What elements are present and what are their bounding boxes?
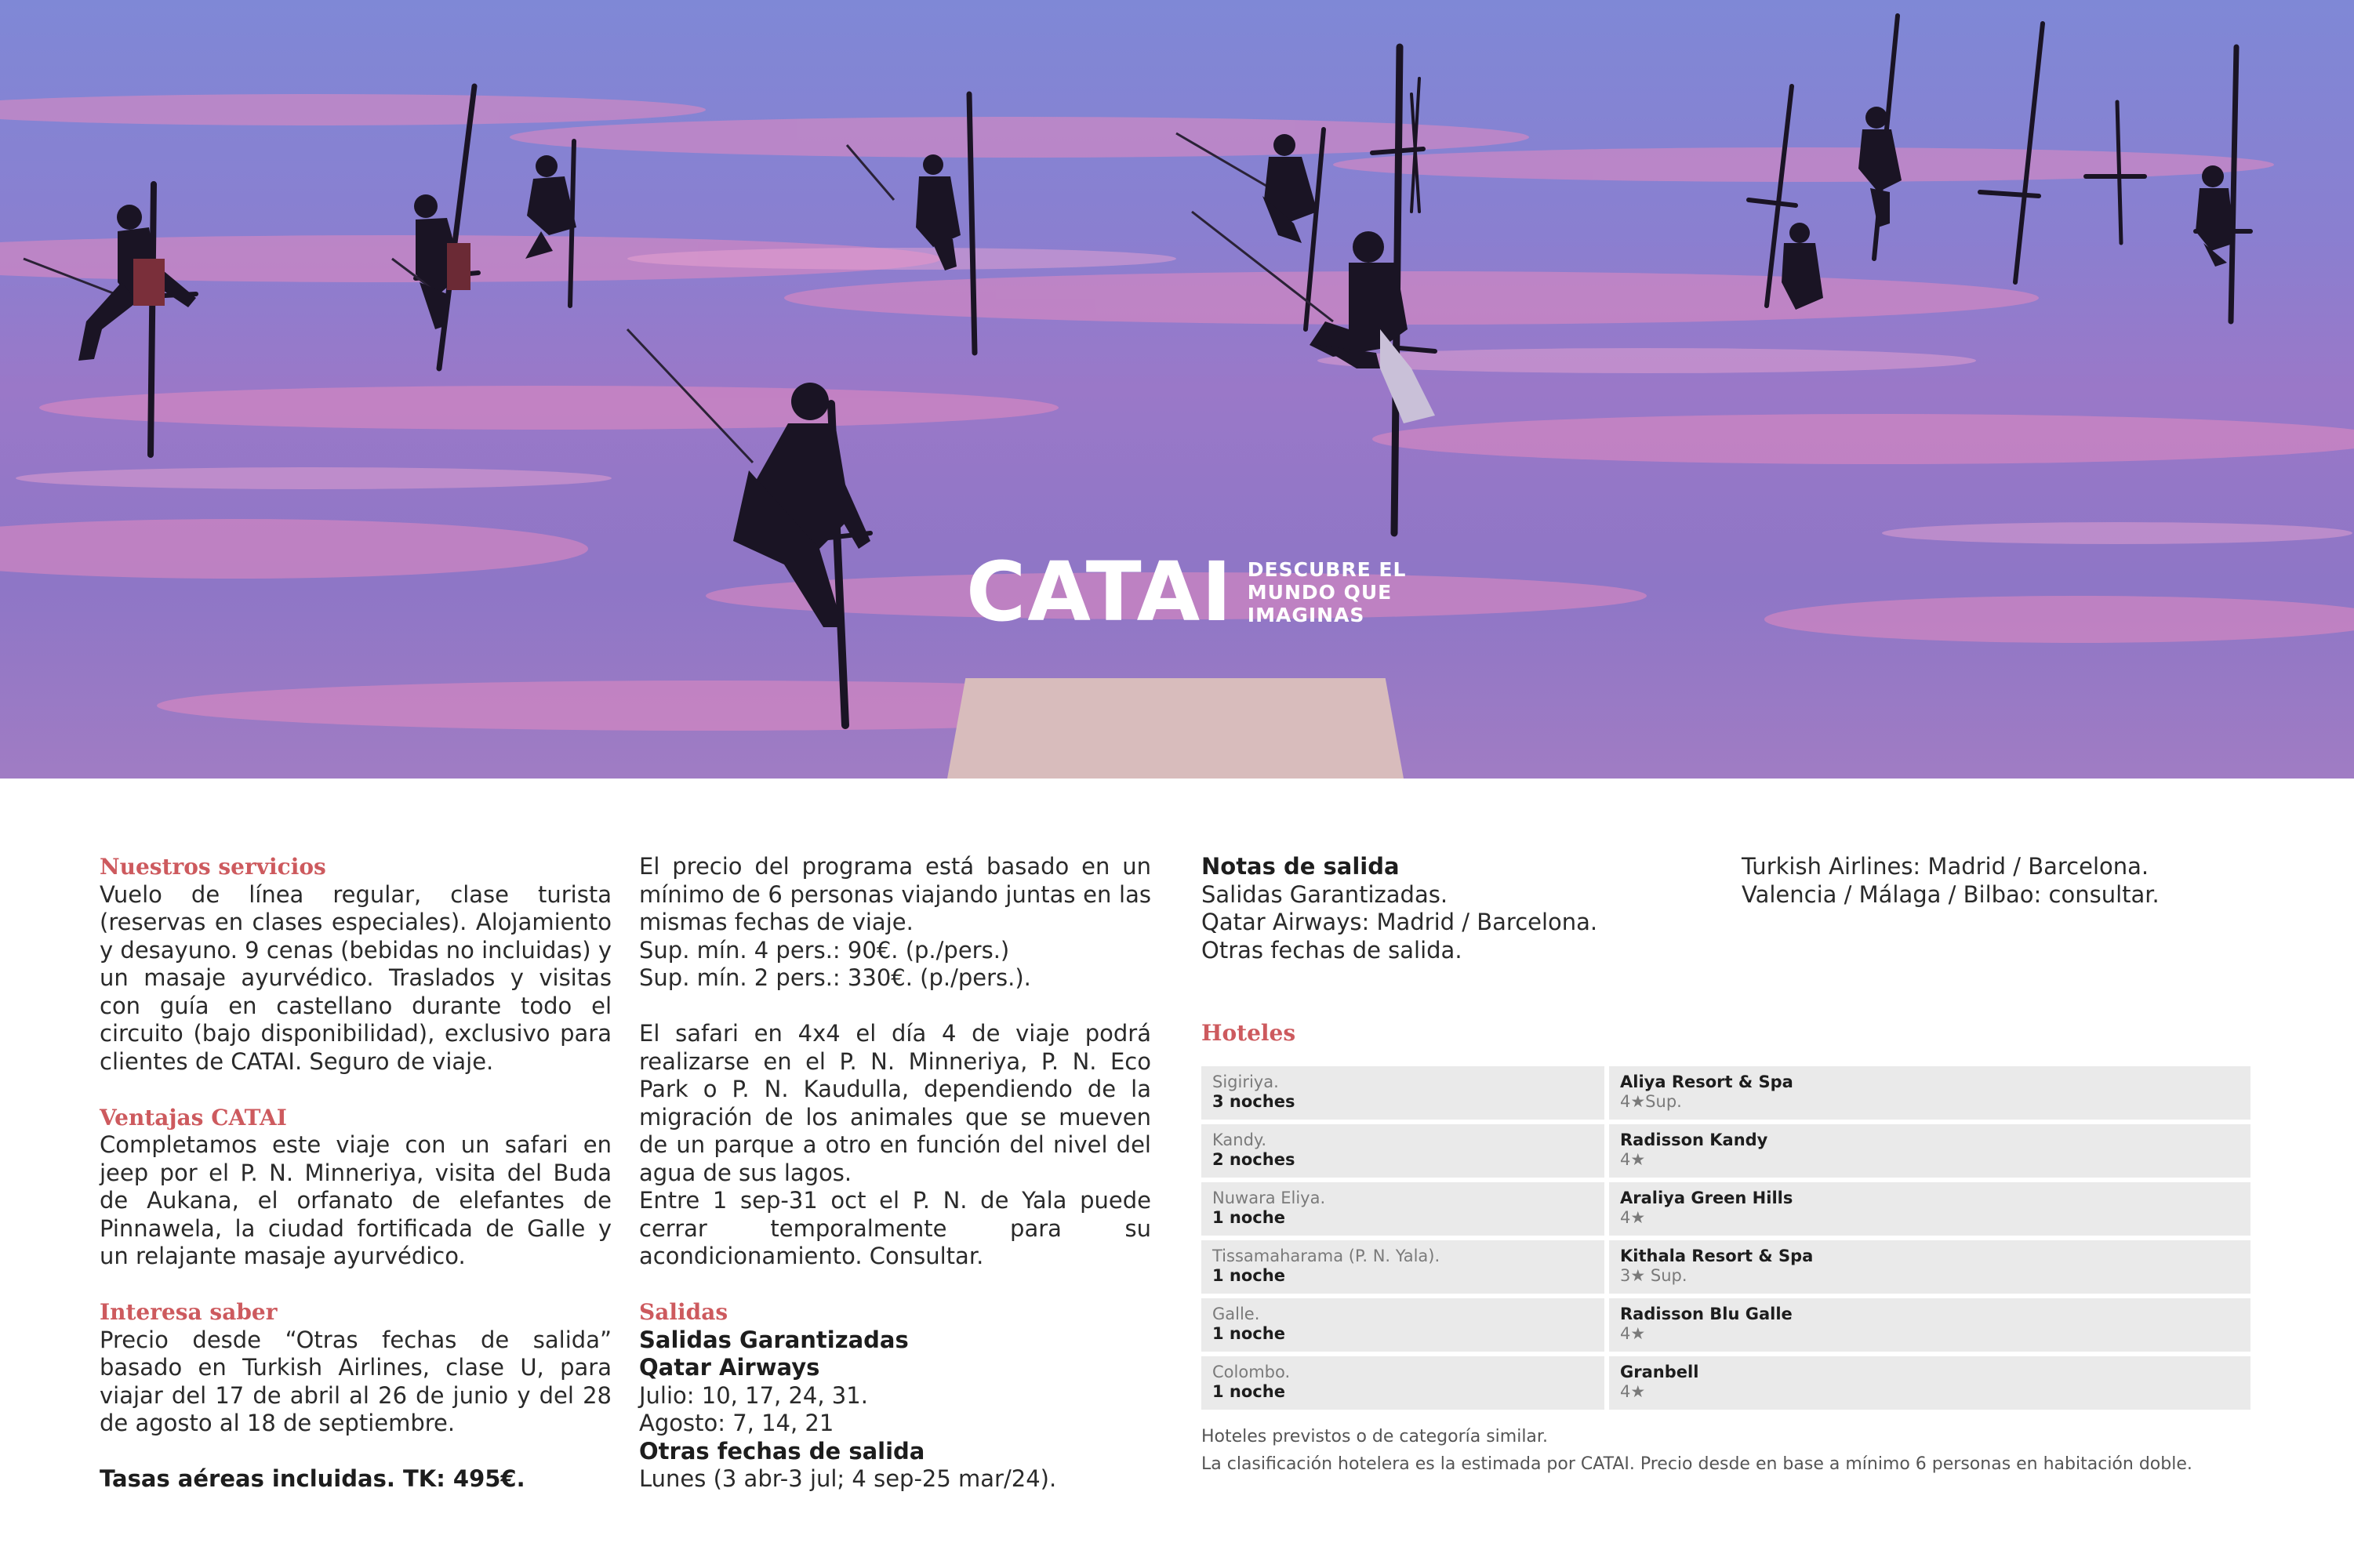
column-notas	[1201, 853, 1703, 964]
brand-tagline	[1248, 558, 1407, 626]
hotel-category: 4★	[1620, 1150, 1646, 1169]
safari-text: El safari en 4x4 el día 4 de viaje podrá realizarse en el P. N. Minneriya, P. N. Eco Park o P. N. Kaudulla, dependiendo de la migración de los animales que se mueven de un parque a otro en función del nivel del agua de sus lagos.	[639, 1020, 1151, 1186]
city-name: Tissamaharama (P. N. Yala).	[1212, 1247, 1440, 1265]
ventajas-text: Completamos este viaje con un safari en jeep por el P. N. Minneriya, visita del Buda de Aukana, el orfanato de elefantes de Pinnawela, la ciudad fortificada de Galle y un relajante masaje ayurvédico.	[100, 1131, 612, 1269]
hotels-footnotes	[1201, 1423, 2192, 1478]
hotel-name-cell	[1609, 1356, 2250, 1410]
lunes-dates: Lunes (3 abr-3 jul; 4 sep-25 mar/24).	[639, 1465, 1057, 1492]
nights: 1 noche	[1212, 1324, 1285, 1343]
hotels-note: La clasificación hotelera es la estimada por CATAI. Precio desde en base a mínimo 6 personas en habitación doble.	[1201, 1454, 2192, 1474]
hotel-name: Aliya Resort & Spa	[1620, 1073, 1793, 1091]
hotel-city-cell	[1201, 1066, 1604, 1120]
notas-line: Valencia / Málaga / Bilbao: consultar.	[1742, 880, 2160, 908]
otras-fechas: Otras fechas de salida	[639, 1437, 925, 1465]
nights: 1 noche	[1212, 1208, 1285, 1227]
table-row	[1201, 1240, 2250, 1294]
servicios-heading: Nuestros servicios	[100, 854, 326, 880]
hotel-name: Granbell	[1620, 1363, 1699, 1381]
nights: 1 noche	[1212, 1382, 1285, 1401]
catai-logo	[966, 544, 1407, 640]
city-name: Nuwara Eliya.	[1212, 1189, 1326, 1207]
hotel-category: 4★Sup.	[1620, 1092, 1682, 1111]
servicios-text: Vuelo de línea regular, clase turista (reservas en clases especiales). Alojamiento y desayuno. 9 cenas (bebidas no incluidas) y un masaje ayurvédico. Traslados y visitas con guía en castellano durante todo el circuito (bajo disponibilidad), exclusivo para clientes de CATAI. Seguro de viaje.	[100, 880, 612, 1075]
hotel-city-cell	[1201, 1124, 1604, 1178]
column-precio	[639, 853, 1151, 1494]
hotel-name: Kithala Resort & Spa	[1620, 1247, 1814, 1265]
hotel-name-cell	[1609, 1182, 2250, 1236]
precio-text: El precio del programa está basado en un mínimo de 6 personas viajando juntas en las mismas fechas de viaje.	[639, 853, 1151, 935]
hotel-name-cell	[1609, 1066, 2250, 1120]
hotel-city-cell	[1201, 1240, 1604, 1294]
salidas-garantizadas: Salidas Garantizadas	[639, 1326, 909, 1353]
tasas-text: Tasas aéreas incluidas. TK: 495€.	[100, 1465, 525, 1492]
city-name: Sigiriya.	[1212, 1073, 1279, 1091]
city-name: Kandy.	[1212, 1131, 1267, 1149]
hotel-category: 4★	[1620, 1324, 1646, 1343]
column-notas-cont	[1742, 853, 2290, 909]
hotel-name: Radisson Blu Galle	[1620, 1305, 1793, 1323]
nights: 3 noches	[1212, 1092, 1295, 1111]
stilt-fishermen-photo	[0, 0, 2354, 779]
column-servicios	[100, 853, 612, 1494]
hotel-name-cell	[1609, 1240, 2250, 1294]
hotel-name-cell	[1609, 1298, 2250, 1352]
hotels-table	[1201, 1066, 2250, 1414]
ventajas-heading: Ventajas CATAI	[100, 1104, 287, 1131]
city-name: Colombo.	[1212, 1363, 1291, 1381]
hotel-category: 4★	[1620, 1382, 1646, 1401]
hotel-category: 4★	[1620, 1208, 1646, 1227]
table-row	[1201, 1124, 2250, 1178]
hotel-city-cell	[1201, 1356, 1604, 1410]
hotel-name: Araliya Green Hills	[1620, 1189, 1793, 1207]
table-row	[1201, 1182, 2250, 1236]
salidas-heading: Salidas	[639, 1299, 728, 1325]
nights: 1 noche	[1212, 1266, 1285, 1285]
hotel-category: 3★ Sup.	[1620, 1266, 1687, 1285]
notas-line: Turkish Airlines: Madrid / Barcelona.	[1742, 853, 2149, 880]
hotel-name-cell	[1609, 1124, 2250, 1178]
hotel-city-cell	[1201, 1182, 1604, 1236]
tagline-line: DESCUBRE EL	[1247, 557, 1407, 581]
table-row	[1201, 1356, 2250, 1410]
hotel-name: Radisson Kandy	[1620, 1131, 1768, 1149]
hotel-city-cell	[1201, 1298, 1604, 1352]
sup-4-pers: Sup. mín. 4 pers.: 90€. (p./pers.)	[639, 936, 1010, 964]
nights: 2 noches	[1212, 1150, 1295, 1169]
tagline-line: IMAGINAS	[1247, 603, 1365, 626]
agosto-dates: Agosto: 7, 14, 21	[639, 1410, 834, 1436]
tagline-line: MUNDO QUE	[1247, 580, 1393, 604]
table-row	[1201, 1066, 2250, 1120]
hero-photo	[0, 0, 2354, 779]
interesa-heading: Interesa saber	[100, 1299, 278, 1325]
table-row	[1201, 1298, 2250, 1352]
notas-line: Salidas Garantizadas.	[1201, 880, 1448, 908]
sup-2-pers: Sup. mín. 2 pers.: 330€. (p./pers.).	[639, 964, 1031, 991]
interesa-text: Precio desde “Otras fechas de salida” basado en Turkish Airlines, clase U, para viajar del 17 de abril al 26 de junio y del 28 de agosto al 18 de septiembre.	[100, 1326, 612, 1436]
notas-heading: Notas de salida	[1201, 853, 1400, 880]
hoteles-heading: Hoteles	[1201, 1020, 1296, 1046]
city-name: Galle.	[1212, 1305, 1260, 1323]
decorative-tab	[947, 678, 1404, 779]
brand-wordmark: CATAI	[966, 544, 1233, 640]
hotels-note: Hoteles previstos o de categoría similar.	[1201, 1427, 1548, 1446]
yala-text: Entre 1 sep-31 oct el P. N. de Yala puede cerrar temporalmente para su acondicionamiento. Consultar.	[639, 1187, 1151, 1269]
notas-line: Otras fechas de salida.	[1201, 936, 1462, 964]
notas-line: Qatar Airways: Madrid / Barcelona.	[1201, 909, 1598, 935]
qatar-airways: Qatar Airways	[639, 1354, 820, 1381]
julio-dates: Julio: 10, 17, 24, 31.	[639, 1381, 868, 1409]
